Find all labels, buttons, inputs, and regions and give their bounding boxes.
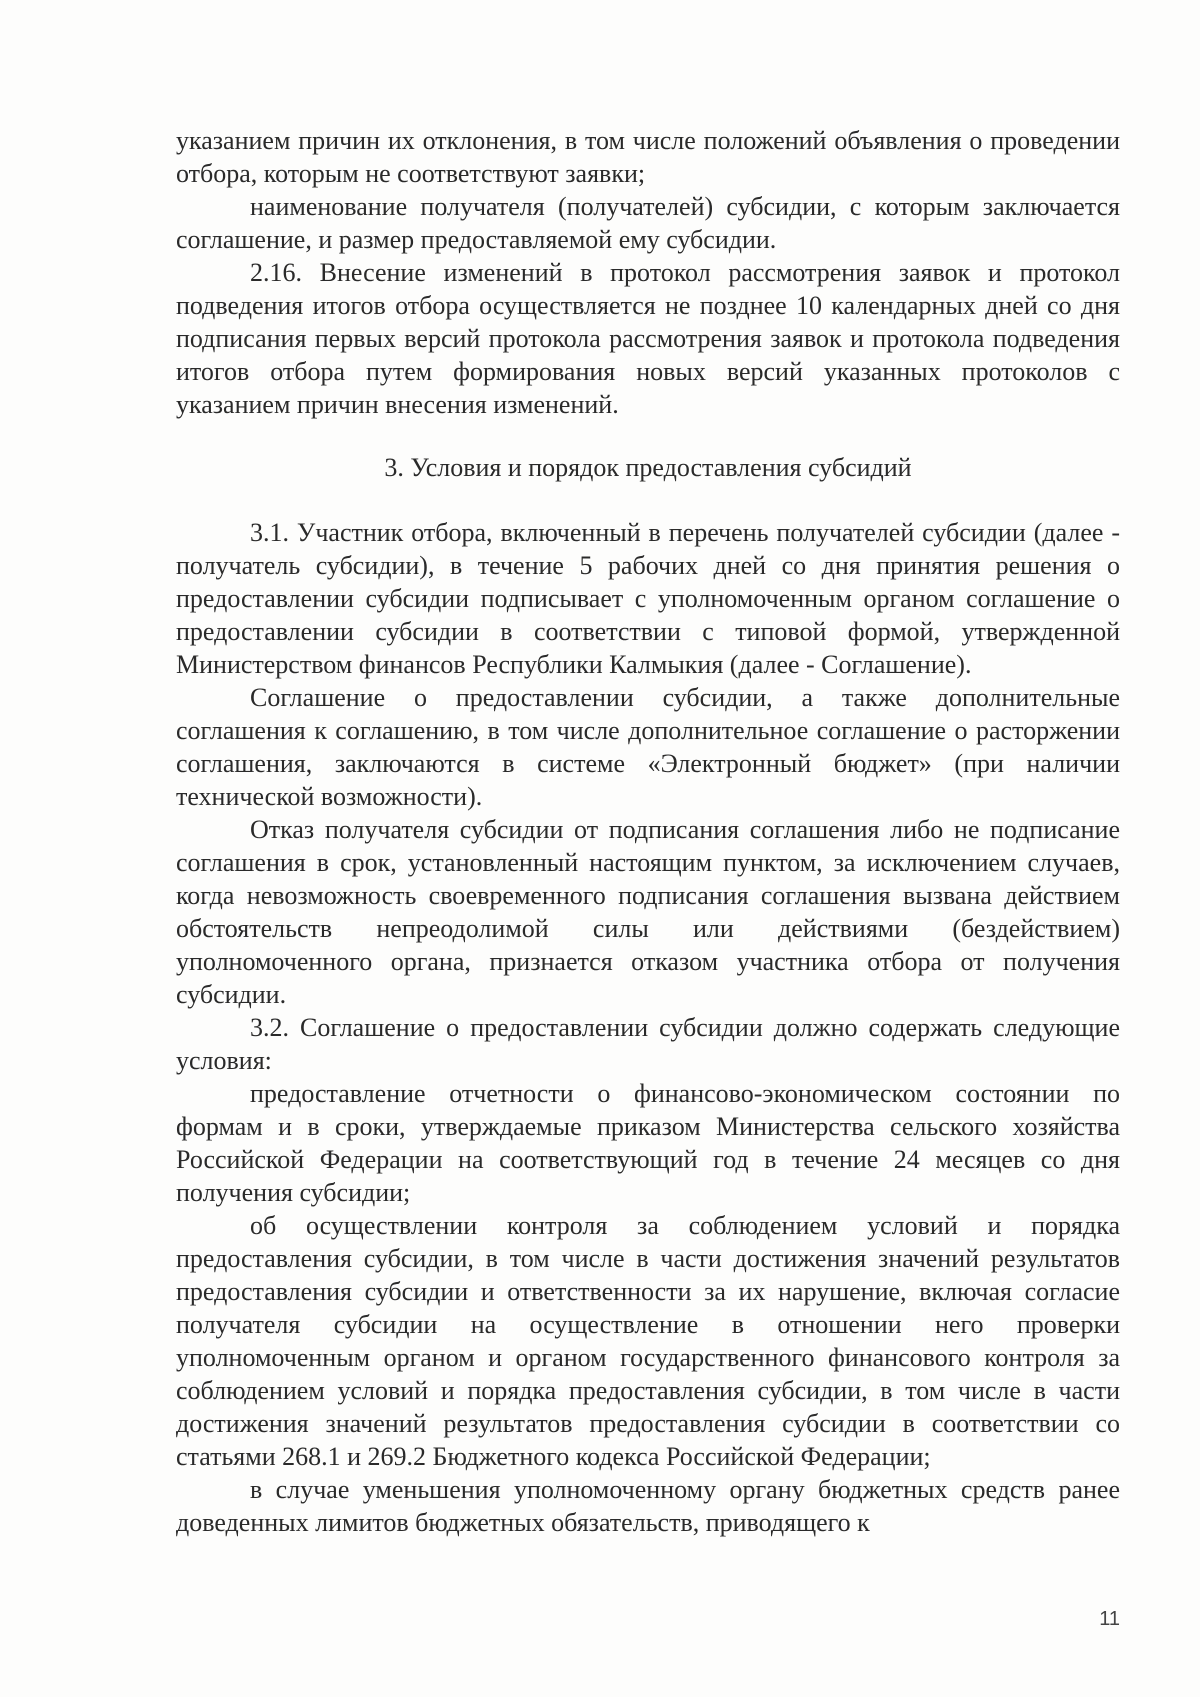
paragraph-budget-reduction: в случае уменьшения уполномоченному органу бюджетных средств ранее доведенных лимитов бюджетных обязательств, приводящего к xyxy=(176,1475,1120,1537)
paragraph-3-2: 3.2. Соглашение о предоставлении субсидии должно содержать следующие условия: xyxy=(176,1013,1120,1075)
paragraph-refusal: Отказ получателя субсидии от подписания соглашения либо не подписание соглашения в срок, установленный настоящим пунктом, за исключением случаев, когда невозможность своевременного подписания соглашения вызвана действием обстоятельств непреодолимой силы или действиями (бездействием) уполномоченного органа, признается отказом участника отбора от получения субсидии. xyxy=(176,815,1120,1009)
page-number: 11 xyxy=(1099,1608,1120,1630)
paragraph-2-16: 2.16. Внесение изменений в протокол рассмотрения заявок и протокол подведения итогов отбора осуществляется не позднее 10 календарных дней со дня подписания первых версий протокола рассмотрения заявок и протокола подведения итогов отбора путем формирования новых версий указанных протоколов с указанием причин внесения изменений. xyxy=(176,258,1120,419)
paragraph-continuation: указанием причин их отклонения, в том числе положений объявления о проведении отбора, которым не соответствуют заявки; xyxy=(176,126,1120,188)
paragraph-agreement-system: Соглашение о предоставлении субсидии, а также дополнительные соглашения к соглашению, в том числе дополнительное соглашение о расторжении соглашения, заключаются в системе «Электронный бюджет» (при наличии технической возможности). xyxy=(176,683,1120,811)
section-heading: 3. Условия и порядок предоставления субсидий xyxy=(384,453,912,482)
paragraph-control: об осуществлении контроля за соблюдением условий и порядка предоставления субсидии, в том числе в части достижения значений результатов предоставления субсидии и ответственности за их нарушение, включая согласие получателя субсидии на осуществление в отношении него проверки уполномоченным органом и органом государственного финансового контроля за соблюдением условий и порядка предоставления субсидии, в том числе в части достижения значений результатов предоставления субсидии в соответствии со статьями 268.1 и 269.2 Бюджетного кодекса Российской Федерации; xyxy=(176,1211,1120,1471)
paragraph-reporting: предоставление отчетности о финансово-экономическом состоянии по формам и в сроки, утверждаемые приказом Министерства сельского хозяйства Российской Федерации на соответствующий год в течение 24 месяцев со дня получения субсидии; xyxy=(176,1079,1120,1207)
paragraph-3-1: 3.1. Участник отбора, включенный в перечень получателей субсидии (далее - получатель субсидии), в течение 5 рабочих дней со дня принятия решения о предоставлении субсидии подписывает с уполномоченным органом соглашение о предоставлении субсидии в соответствии с типовой формой, утвержденной Министерством финансов Республики Калмыкия (далее - Соглашение). xyxy=(176,518,1120,679)
paragraph-recipient-name: наименование получателя (получателей) субсидии, с которым заключается соглашение, и размер предоставляемой ему субсидии. xyxy=(176,192,1120,254)
document-body xyxy=(176,124,1120,1539)
